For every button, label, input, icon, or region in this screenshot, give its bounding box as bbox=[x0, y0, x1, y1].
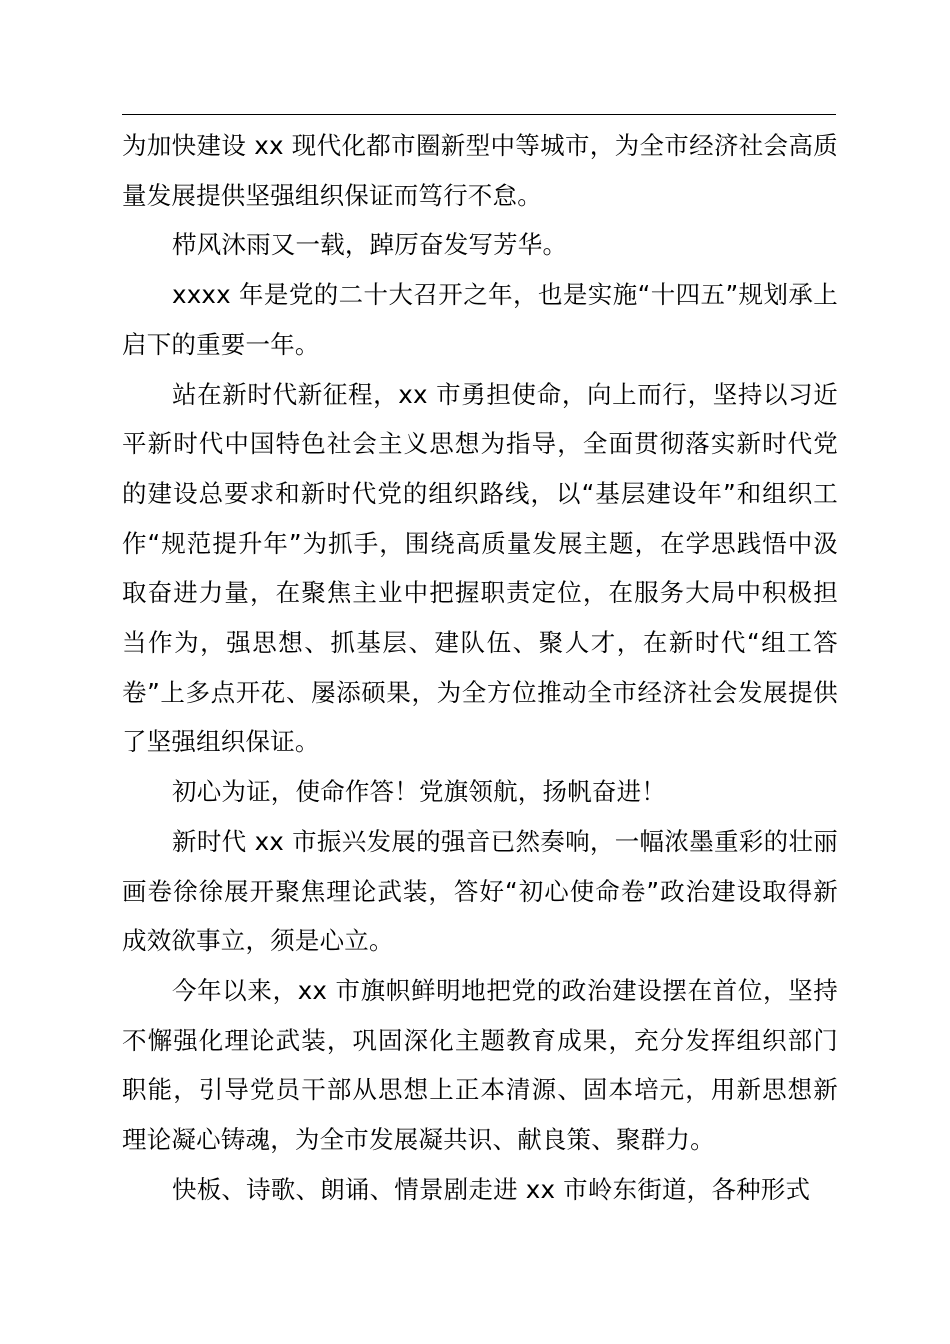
paragraph: 初心为证，使命作答！党旗领航，扬帆奋进！ bbox=[172, 777, 666, 807]
paragraph: 快板、诗歌、朗诵、情景剧走进 xx 市岭东街道，各种形式 bbox=[172, 1174, 811, 1204]
paragraph: xxxx 年是党的二十大召开之年，也是实施“十四五”规划承上启下的重要一年。 bbox=[122, 280, 838, 359]
paragraph: 站在新时代新征程，xx 市勇担使命，向上而行，坚持以习近平新时代中国特色社会主义思想为指导，全面贯彻落实新时代党的建设总要求和新时代党的组织路线，以“基层建设年”和组织工作“规范提升年”为抓手，围绕高质量发展主题，在学思践悟中汲取奋进力量，在聚焦主业中把握职责定位，在服务大局中积极担当作为，强思想、抓基层、建队伍、聚人才，在新时代“组工答卷”上多点开花、屡添硕果，为全方位推动全市经济社会发展提供了坚强组织保证。 bbox=[122, 379, 838, 757]
body-text bbox=[122, 121, 838, 1214]
paragraph: 新时代 xx 市振兴发展的强音已然奏响，一幅浓墨重彩的壮丽画卷徐徐展开聚焦理论武装，答好“初心使命卷”政治建设取得新成效欲事立，须是心立。 bbox=[122, 826, 838, 956]
paragraph-continued: 为加快建设 xx 现代化都市圈新型中等城市，为全市经济社会高质量发展提供坚强组织保证而笃行不怠。 bbox=[122, 131, 838, 210]
paragraph: 栉风沐雨又一载，踔厉奋发写芳华。 bbox=[172, 230, 568, 260]
paragraph: 今年以来，xx 市旗帜鲜明地把党的政治建设摆在首位，坚持不懈强化理论武装，巩固深化主题教育成果，充分发挥组织部门职能，引导党员干部从思想上正本清源、固本培元，用新思想新理论凝心铸魂，为全市发展凝共识、献良策、聚群力。 bbox=[122, 975, 838, 1155]
header-rule bbox=[122, 114, 836, 115]
